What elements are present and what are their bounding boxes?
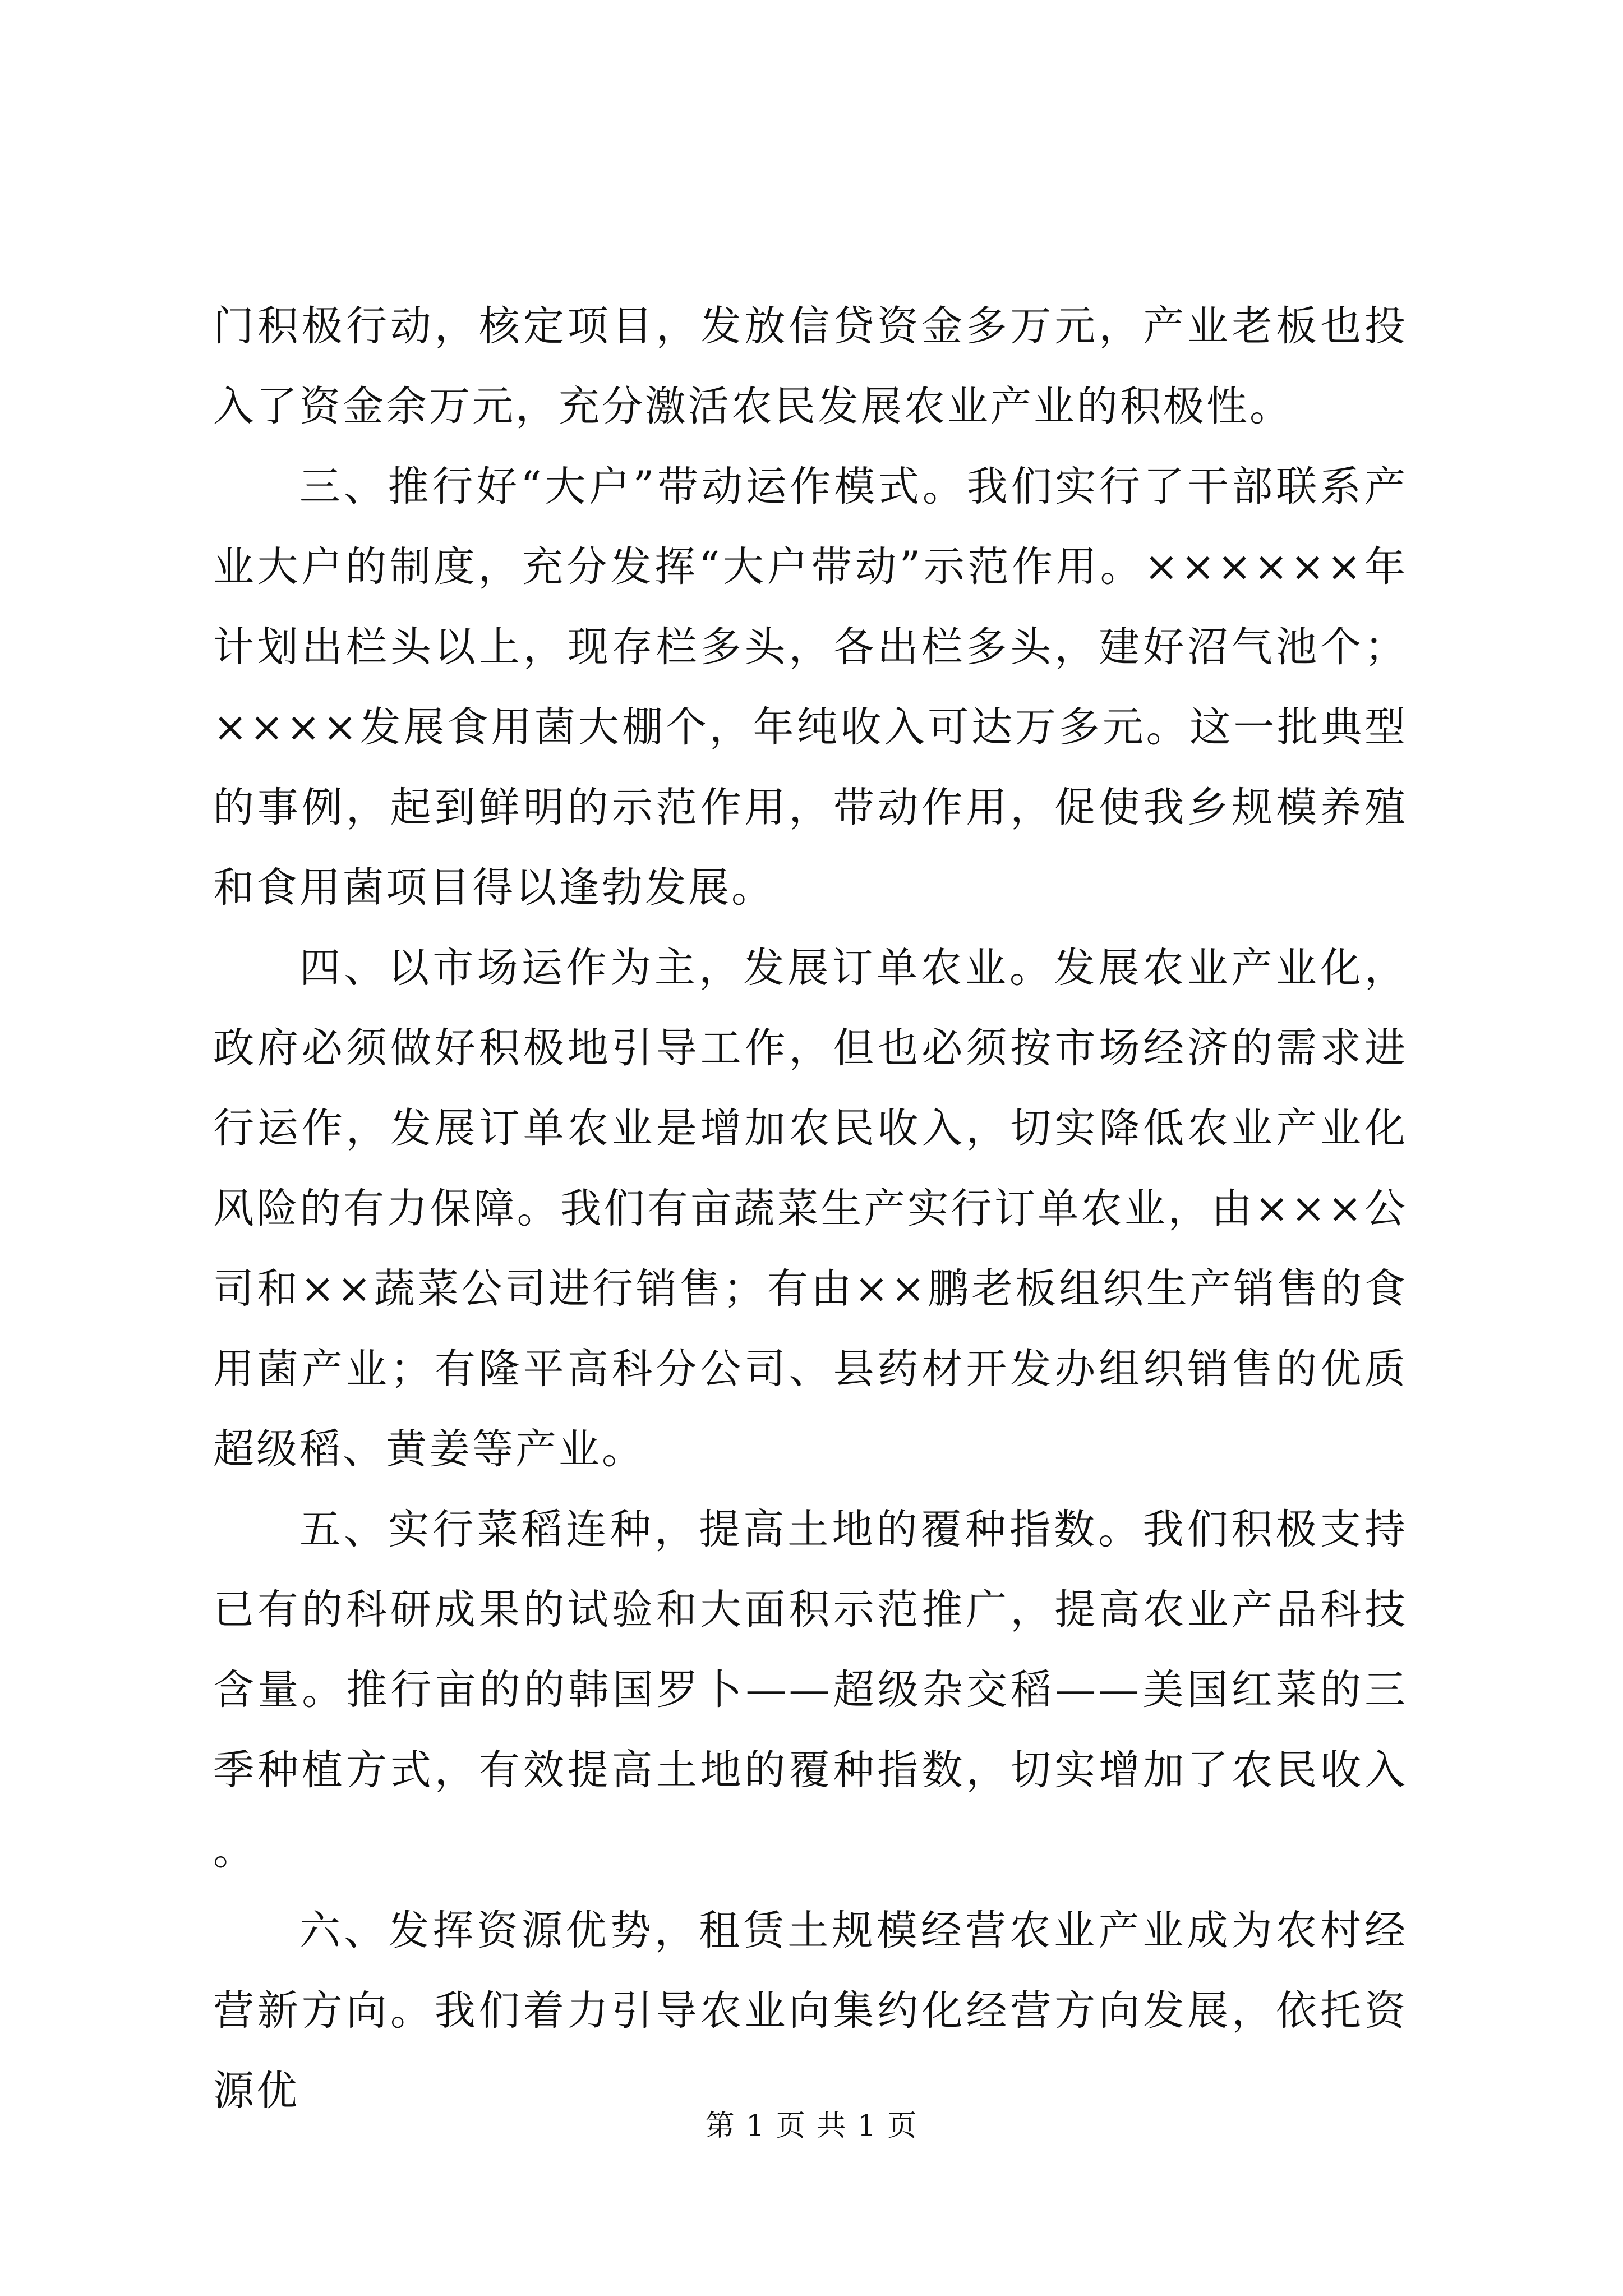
paragraph-section-4: 四、以市场运作为主，发展订单农业。发展农业产业化，政府必须做好积极地引导工作，但也必须按市场经济的需求进行运作，发展订单农业是增加农民收入，切实降低农业产业化风险的有力保障。我们有亩蔬菜生产实行订单农业，由×××公司和××蔬菜公司进行销售；有由××鹏老板组织生产销售的食用菌产业；有隆平高科分公司、县药材开发办组织销售的优质超级稻、黄姜等产业。 <box>213 944 1408 1473</box>
paragraph-section-3: 三、推行好“大户”带动运作模式。我们实行了干部联系产业大户的制度，充分发挥“大户带动”示范作用。××××××年计划出栏头以上，现存栏多头，各出栏多头，建好沼气池个；××××发展食用菌大棚个，年纯收入可达万多元。这一批典型的事例，起到鲜明的示范作用，带动作用，促使我乡规模养殖和食用菌项目得以逢勃发展。 <box>213 463 1408 912</box>
document-body <box>213 286 1408 2131</box>
page-footer <box>0 2106 1623 2146</box>
paragraph-continuation: 门积极行动，核定项目，发放信贷资金多万元，产业老板也投入了资金余万元，充分激活农民发展农业产业的积极性。 <box>213 302 1408 430</box>
paragraph-section-5: 五、实行菜稻连种，提高土地的覆种指数。我们积极支持已有的科研成果的试验和大面积示范推广，提高农业产品科技含量。推行亩的的韩国罗卜——超级杂交稻——美国红菜的三季种植方式，有效提高土地的覆种指数，切实增加了农民收入。 <box>213 1506 1408 1874</box>
page-number-label: 第 1 页 共 1 页 <box>705 2109 918 2143</box>
paragraph-section-6: 六、发挥资源优势，租赁土规模经营农业产业成为农村经营新方向。我们着力引导农业向集约化经营方向发展，依托资源优 <box>213 1907 1408 2115</box>
